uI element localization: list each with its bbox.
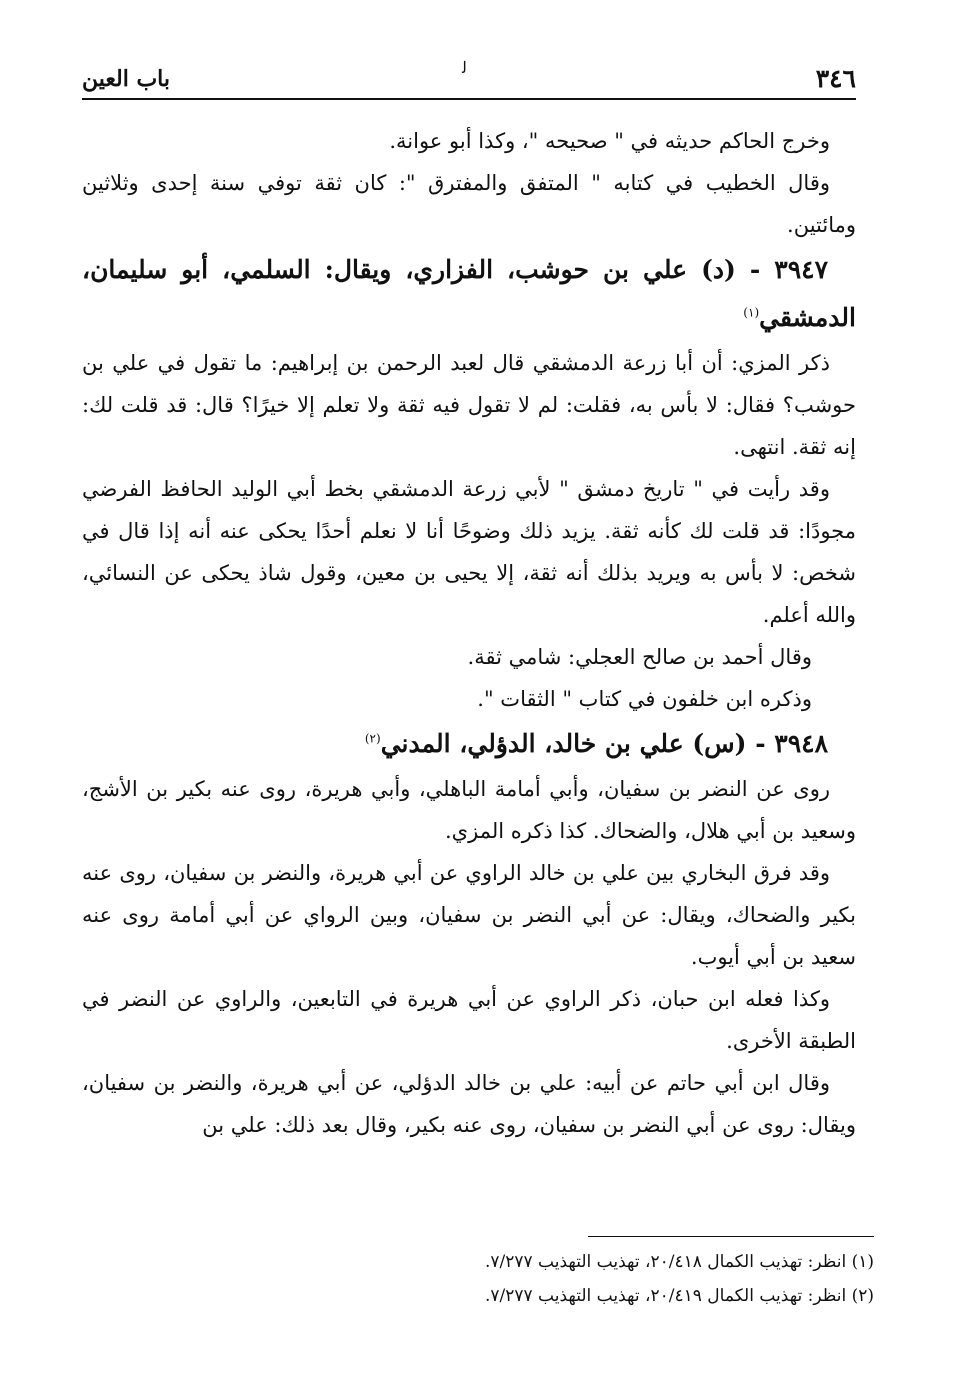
page-header (82, 58, 856, 98)
paragraph: وقد فرق البخاري بين علي بن خالد الراوي عن أبي هريرة، والنضر بن سفيان، روى عنه بكير والضحاك، ويقال: عن أبي النضر بن سفيان، وبين الرواي عن أبي أمامة روى عنه سعيد بن أبي أيوب. (82, 861, 856, 969)
footnote: (٢) انظر: تهذيب الكمال ٢٠/٤١٩، تهذيب التهذيب ٧/٢٧٧. (484, 1286, 874, 1306)
footnotes (100, 1245, 874, 1313)
paragraph: روى عن النضر بن سفيان، وأبي أمامة الباهلي، وأبي هريرة، روى عنه بكير بن الأشج، وسعيد بن أبي هلال، والضحاك. كذا ذكره المزي. (82, 777, 856, 843)
entry-title: ٣٩٤٨ - (س) علي بن خالد، الدؤلي، المدني (380, 729, 828, 758)
paragraph: ذكر المزي: أن أبا زرعة الدمشقي قال لعبد الرحمن بن إبراهيم: ما تقول في علي بن حوشب؟ فقال: لا بأس به، فقلت: لم لا تقول فيه ثقة ولا تعلم إلا خيرًا؟ قال: قد قلت لك: إنه ثقة. انتهى. (82, 351, 856, 459)
page (82, 58, 856, 1146)
paragraph: وكذا فعله ابن حبان، ذكر الراوي عن أبي هريرة في التابعين، والراوي عن النضر في الطبقة الأخرى. (82, 987, 856, 1053)
entry-heading (82, 720, 856, 768)
footnote-ref: (١) (743, 305, 760, 320)
page-number: ٣٤٦ (815, 64, 856, 93)
footnote-ref: (٢) (364, 731, 381, 746)
footnote: (١) انظر: تهذيب الكمال ٢٠/٤١٨، تهذيب التهذيب ٧/٢٧٧. (484, 1252, 874, 1272)
header-rule (82, 98, 856, 100)
paragraph: وذكره ابن خلفون في كتاب " الثقات ". (477, 687, 812, 711)
paragraph: وخرج الحاكم حديثه في " صحيحه "، وكذا أبو عوانة. (389, 129, 830, 153)
header-mark: ﻟ (462, 58, 467, 77)
paragraph: وقال أحمد بن صالح العجلي: شامي ثقة. (467, 645, 812, 669)
entry-heading (82, 246, 856, 342)
footnote-rule (588, 1236, 874, 1237)
paragraph: وقد رأيت في " تاريخ دمشق " لأبي زرعة الدمشقي بخط أبي الوليد الحافظ الفرضي مجودًا: قد قلت لك كأنه ثقة. يزيد ذلك وضوحًا أنا لا نعلم أحدًا يحكى عنه أنه إذا قال في شخص: لا بأس به ويريد بذلك أنه ثقة، إلا يحيى بن معين، وقول شاذ يحكى عن النسائي، والله أعلم. (82, 477, 856, 627)
main-text (82, 120, 856, 1146)
entry-title: ٣٩٤٧ - (د) علي بن حوشب، الفزاري، ويقال: السلمي، أبو سليمان، الدمشقي (82, 255, 856, 332)
running-title: باب العين (82, 66, 171, 92)
paragraph: وقال الخطيب في كتابه " المتفق والمفترق ": كان ثقة توفي سنة إحدى وثلاثين ومائتين. (82, 171, 856, 237)
paragraph: وقال ابن أبي حاتم عن أبيه: علي بن خالد الدؤلي، عن أبي هريرة، والنضر بن سفيان، ويقال: روى عن أبي النضر بن سفيان، روى عنه بكير، وقال بعد ذلك: علي بن (82, 1071, 856, 1137)
